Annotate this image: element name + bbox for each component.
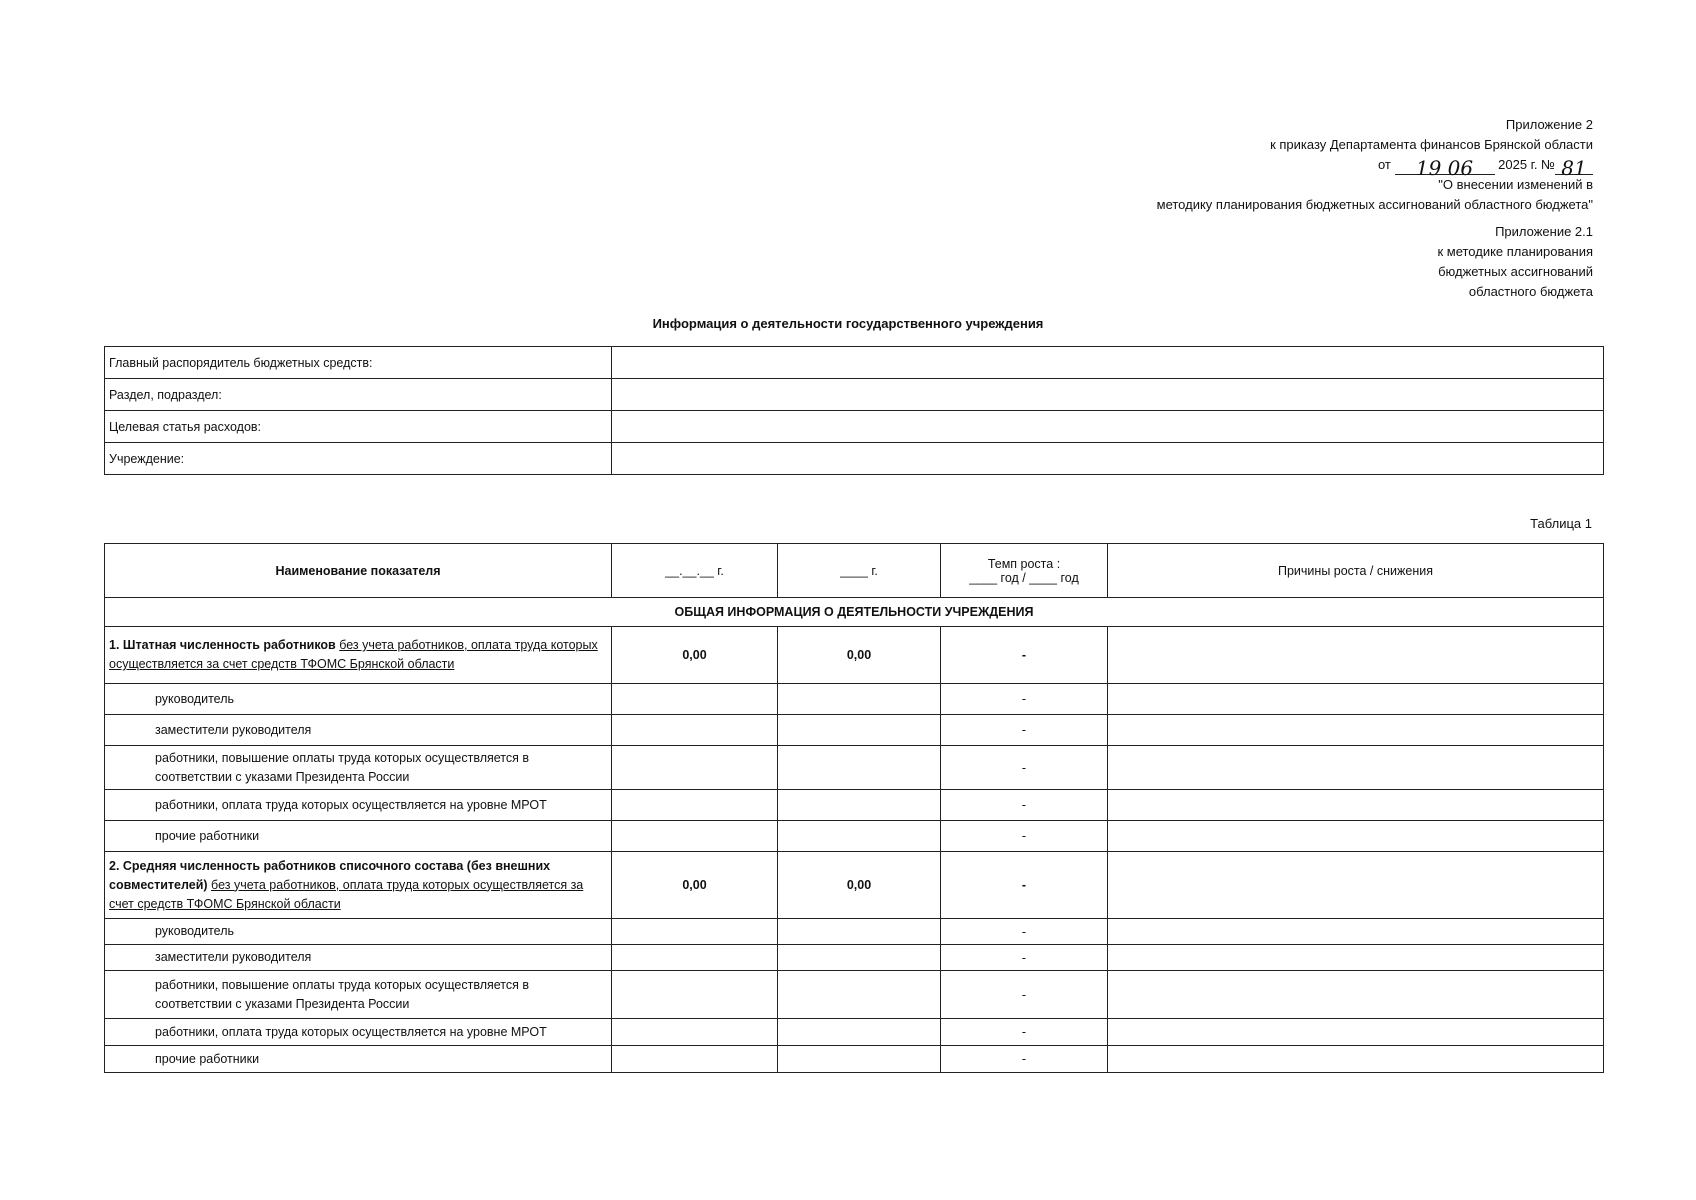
col-header-year2: ____ г.: [778, 544, 941, 598]
change-line-1: "О внесении изменений в: [1438, 177, 1593, 192]
growth-value: -: [941, 971, 1108, 1019]
indicators-table: [104, 543, 1604, 1073]
method-header: [1437, 222, 1593, 302]
value-year1: 0,00: [612, 852, 778, 919]
document-header: [1157, 115, 1593, 215]
reasons-cell: [1108, 684, 1604, 715]
reasons-cell: [1108, 945, 1604, 971]
col-header-growth: Темп роста : ____ год / ____ год: [941, 544, 1108, 598]
table-row: [105, 852, 1604, 919]
indicator-name: прочие работники: [105, 821, 612, 852]
table-row: [105, 1019, 1604, 1046]
value-year2: 0,00: [778, 627, 941, 684]
growth-value: -: [941, 715, 1108, 746]
appendix-2-1-label: Приложение 2.1: [1495, 224, 1593, 239]
table-header-row: [105, 544, 1604, 598]
value-year1: 0,00: [612, 627, 778, 684]
col-header-year1: __.__.__ г.: [612, 544, 778, 598]
info-row: [105, 379, 1604, 411]
section-row: [105, 598, 1604, 627]
indicator-name: работники, оплата труда которых осуществляется на уровне МРОТ: [105, 1019, 612, 1046]
indicator-name: руководитель: [105, 684, 612, 715]
reasons-cell: [1108, 1019, 1604, 1046]
table-row: [105, 684, 1604, 715]
info-value: [612, 347, 1604, 379]
info-value: [612, 443, 1604, 475]
indicator-name: руководитель: [105, 919, 612, 945]
reasons-cell: [1108, 971, 1604, 1019]
handwritten-number: 81: [1561, 156, 1587, 180]
section-general-info: ОБЩАЯ ИНФОРМАЦИЯ О ДЕЯТЕЛЬНОСТИ УЧРЕЖДЕНИЯ: [105, 598, 1604, 627]
reasons-cell: [1108, 852, 1604, 919]
method-line-1: к методике планирования: [1437, 244, 1593, 259]
value-year2: 0,00: [778, 852, 941, 919]
reasons-cell: [1108, 1046, 1604, 1073]
reasons-cell: [1108, 790, 1604, 821]
table-row: [105, 971, 1604, 1019]
growth-value: -: [941, 790, 1108, 821]
method-line-3: областного бюджета: [1468, 284, 1593, 299]
growth-value: -: [941, 1046, 1108, 1073]
table-row: [105, 945, 1604, 971]
growth-value: -: [941, 746, 1108, 790]
growth-value: -: [941, 945, 1108, 971]
indicator-name: работники, повышение оплаты труда которых осуществляется в соответствии с указами Президента России: [105, 971, 612, 1019]
growth-value: -: [941, 821, 1108, 852]
indicator-name: 2. Средняя численность работников списочного состава (без внешних совместителей) без учета работников, оплата труда которых осуществляется за счет средств ТФОМС Брянской области: [105, 852, 612, 919]
table-row: [105, 627, 1604, 684]
table-row: [105, 821, 1604, 852]
table-caption: Таблица 1: [1530, 516, 1592, 531]
order-date-line: от 19 06 2025 г. № 81: [1157, 155, 1593, 175]
indicator-name: заместители руководителя: [105, 945, 612, 971]
table-row: [105, 715, 1604, 746]
indicator-name: работники, повышение оплаты труда которых осуществляется в соответствии с указами Президента России: [105, 746, 612, 790]
reasons-cell: [1108, 715, 1604, 746]
info-value: [612, 411, 1604, 443]
info-label: Раздел, подраздел:: [105, 379, 612, 411]
table-row: [105, 790, 1604, 821]
reasons-cell: [1108, 627, 1604, 684]
info-row: [105, 347, 1604, 379]
handwritten-date: 19 06: [1415, 156, 1474, 180]
info-label: Учреждение:: [105, 443, 612, 475]
info-value: [612, 379, 1604, 411]
document-title: Информация о деятельности государственного учреждения: [652, 316, 1044, 331]
indicator-name: 1. Штатная численность работников без учета работников, оплата труда которых осуществляется за счет средств ТФОМС Брянской области: [105, 627, 612, 684]
info-row: [105, 443, 1604, 475]
col-header-reasons: Причины роста / снижения: [1108, 544, 1604, 598]
method-line-2: бюджетных ассигнований: [1438, 264, 1593, 279]
indicator-name: работники, оплата труда которых осуществляется на уровне МРОТ: [105, 790, 612, 821]
growth-value: -: [941, 684, 1108, 715]
indicator-name: прочие работники: [105, 1046, 612, 1073]
growth-value: -: [941, 627, 1108, 684]
growth-value: -: [941, 1019, 1108, 1046]
change-line-2: методику планирования бюджетных ассигнований областного бюджета": [1156, 197, 1593, 212]
growth-value: -: [941, 919, 1108, 945]
table-row: [105, 746, 1604, 790]
indicator-name: заместители руководителя: [105, 715, 612, 746]
info-label: Главный распорядитель бюджетных средств:: [105, 347, 612, 379]
col-header-name: Наименование показателя: [105, 544, 612, 598]
reasons-cell: [1108, 821, 1604, 852]
info-label: Целевая статья расходов:: [105, 411, 612, 443]
info-row: [105, 411, 1604, 443]
reasons-cell: [1108, 919, 1604, 945]
reasons-cell: [1108, 746, 1604, 790]
order-line: к приказу Департамента финансов Брянской области: [1270, 137, 1593, 152]
appendix-2-label: Приложение 2: [1505, 117, 1593, 132]
info-table: [104, 346, 1604, 475]
growth-value: -: [941, 852, 1108, 919]
table-row: [105, 1046, 1604, 1073]
table-row: [105, 919, 1604, 945]
